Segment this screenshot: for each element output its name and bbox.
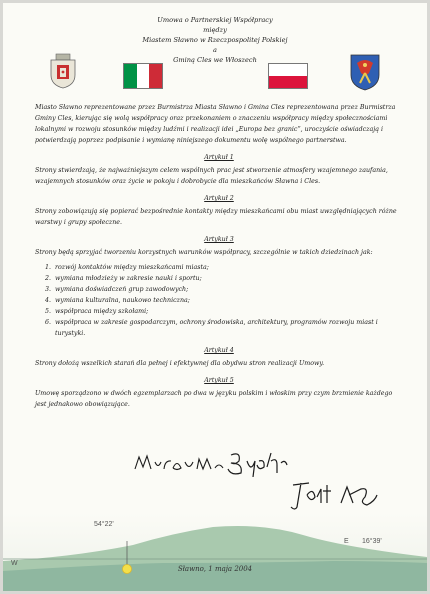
article-1-text: Strony stwierdzają, że najważniejszym celem wspólnych prac jest stworzenie atmosfery wzajemnego zaufania, wzajemnych stosunków oraz życie w pokoju i dobrobycie dla mieszkańców Sławna i Cles. [35, 167, 388, 185]
article-2-text: Strony zobowiązują się popierać bezpośrednie kontakty między mieszkańcami obu miast uwzględniających różne warstwy i grupy społeczne. [35, 208, 397, 226]
coastline-landscape-illustration [3, 513, 427, 591]
latitude-label: 54°22' [94, 521, 114, 528]
article-4-title: Artykuł 4 [204, 347, 234, 354]
header-party-2-line: Gminą Cles we Włoszech [173, 56, 257, 64]
intro-paragraph: Miasto Sławno reprezentowane przez Burmistrza Miasta Sławno i Gmina Cles reprezentowana przez Burmistrza Gminy Cles, kierując się wolą współpracy oraz przekonaniem o znaczeniu współpracy między społecznościami lokalnymi w rozwoju stosunków między ludźmi i realizacji idei „Europa bez granic”, uroczyście oświadczają i potwierdzają poprzez podpisanie i wymianę niniejszego dokumentu wolę wspólnego partnerstwa. [35, 104, 396, 144]
agreement-document [3, 3, 427, 591]
list-item: 6. współpraca w zakresie gospodarczym, ochrony środowiska, architektury, programów rozwoju miast i turystyki. [53, 317, 403, 339]
cles-coat-of-arms-icon [47, 53, 79, 89]
signature-left [131, 449, 301, 477]
west-label: W [11, 560, 18, 567]
article-4-text: Strony dołożą wszelkich starań dla pełnej i efektywnej dla obydwu stron realizacji Umowy. [35, 360, 325, 367]
article-2-title: Artykuł 2 [204, 195, 234, 202]
list-item: 2. wymiana młodzieży w zakresie nauki i sportu; [53, 273, 403, 284]
article-3-title: Artykuł 3 [204, 236, 234, 243]
polish-flag-icon [268, 63, 308, 89]
header-between-line: między [203, 26, 227, 34]
longitude-label: 16°39' [362, 538, 382, 545]
document-body [35, 102, 403, 414]
header-and-line: a [213, 46, 217, 54]
list-item: 5. współpraca między szkołami; [53, 306, 403, 317]
header-title-line: Umowa o Partnerskiej Współpracy [157, 16, 273, 24]
place-and-date: Sławno, 1 maja 2004 [177, 565, 253, 573]
article-3-list [35, 262, 403, 339]
list-item: 4. wymiana kulturalna, naukowo techniczna; [53, 295, 403, 306]
italian-flag-icon [123, 63, 163, 89]
article-1-title: Artykuł 1 [204, 154, 234, 161]
list-item: 3. wymiana doświadczeń grup zawodowych; [53, 284, 403, 295]
list-item: 1. rozwój kontaktów między mieszkańcami miasta; [53, 262, 403, 273]
article-3-text: Strony będą sprzyjać tworzeniu korzystnych warunków współpracy, szczególnie w takich dziedzinach jak: [35, 249, 373, 256]
east-label: E [344, 538, 349, 545]
article-5-title: Artykuł 5 [204, 377, 234, 384]
signature-right [287, 477, 383, 513]
slawno-coat-of-arms-icon [348, 53, 382, 91]
header-party-1-line: Miastem Sławno w Rzeczpospolitej Polskiej [142, 36, 288, 44]
article-5-text: Umowę sporządzono w dwóch egzemplarzach po dwa w języku polskim i włoskim przy czym brzmienie każdego jest jednakowo obowiązujące. [35, 390, 393, 408]
